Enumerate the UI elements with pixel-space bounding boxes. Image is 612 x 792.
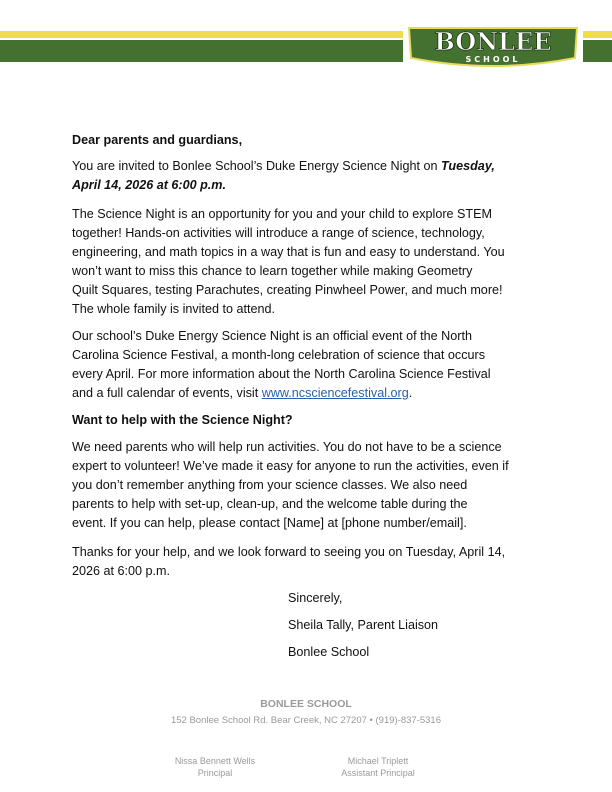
paragraph-line: Quilt Squares, testing Parachutes, creating Pinwheel Power, and much more! — [72, 283, 503, 297]
paragraph-line: Carolina Science Festival, a month-long celebration of science that occurs — [72, 348, 486, 362]
festival-link-line — [72, 384, 412, 403]
intro-line-1 — [72, 157, 495, 176]
assistant-principal-title: Assistant Principal — [341, 768, 415, 778]
paragraph-line: The whole family is invited to attend. — [72, 302, 276, 316]
paragraph-line: event. If you can help, please contact [Name] at [phone number/email]. — [72, 516, 467, 530]
paragraph-line: Thanks for your help, and we look forward to seeing you on Tuesday, April 14, — [72, 545, 506, 559]
closing-line: Sheila Tally, Parent Liaison — [288, 618, 439, 632]
paragraph-line: The Science Night is an opportunity for you and your child to explore STEM — [72, 207, 493, 221]
closing-line: Sincerely, — [288, 591, 343, 605]
festival-text: and a full calendar of events, visit — [72, 386, 262, 400]
greeting: Dear parents and guardians, — [72, 133, 243, 147]
school-logo — [403, 22, 583, 72]
paragraph-line: expert to volunteer! We’ve made it easy for anyone to run the activities, even if — [72, 459, 509, 473]
paragraph-line: every April. For more information about the North Carolina Science Festival — [72, 367, 491, 381]
principal-name: Nissa Bennett Wells — [174, 756, 256, 766]
event-date-time: April 14, 2026 at 6:00 p.m. — [72, 178, 226, 192]
paragraph-line: together! Hands-on activities will introduce a range of science, technology, — [72, 226, 485, 240]
assistant-principal-signature — [303, 755, 453, 779]
paragraph-line: you don’t remember anything from your science classes. We also need — [72, 478, 468, 492]
footer-school-name: BONLEE SCHOOL — [260, 698, 352, 710]
paragraph-line: engineering, and math topics in a way that is fun and easy to understand. You — [72, 245, 505, 259]
principal-title: Principal — [197, 768, 233, 778]
volunteer-heading: Want to help with the Science Night? — [72, 413, 293, 427]
festival-website-link[interactable]: www.ncsciencefestival.org — [261, 386, 409, 400]
intro-text: You are invited to Bonlee School’s Duke Energy Science Night on — [72, 159, 441, 173]
assistant-principal-name: Michael Triplett — [347, 756, 409, 766]
paragraph-line: parents to help with set-up, clean-up, and the welcome table during the — [72, 497, 468, 511]
event-date-day: Tuesday, — [440, 159, 495, 173]
principal-signature — [140, 755, 290, 779]
paragraph-line: won’t want to miss this chance to learn together while making Geometry — [72, 264, 473, 278]
paragraph-line: 2026 at 6:00 p.m. — [72, 564, 171, 578]
logo-text: BONLEE — [434, 27, 552, 56]
paragraph-line: We need parents who will help run activities. You do not have to be a science — [72, 440, 502, 454]
footer-address: 152 Bonlee School Rd. Bear Creek, NC 27207 • (919)-837-5316 — [170, 715, 442, 726]
paragraph-line: Our school’s Duke Energy Science Night is an official event of the North — [72, 329, 472, 343]
period: . — [408, 386, 413, 400]
logo-subtext: SCHOOL — [465, 55, 521, 64]
closing-line: Bonlee School — [288, 645, 370, 659]
